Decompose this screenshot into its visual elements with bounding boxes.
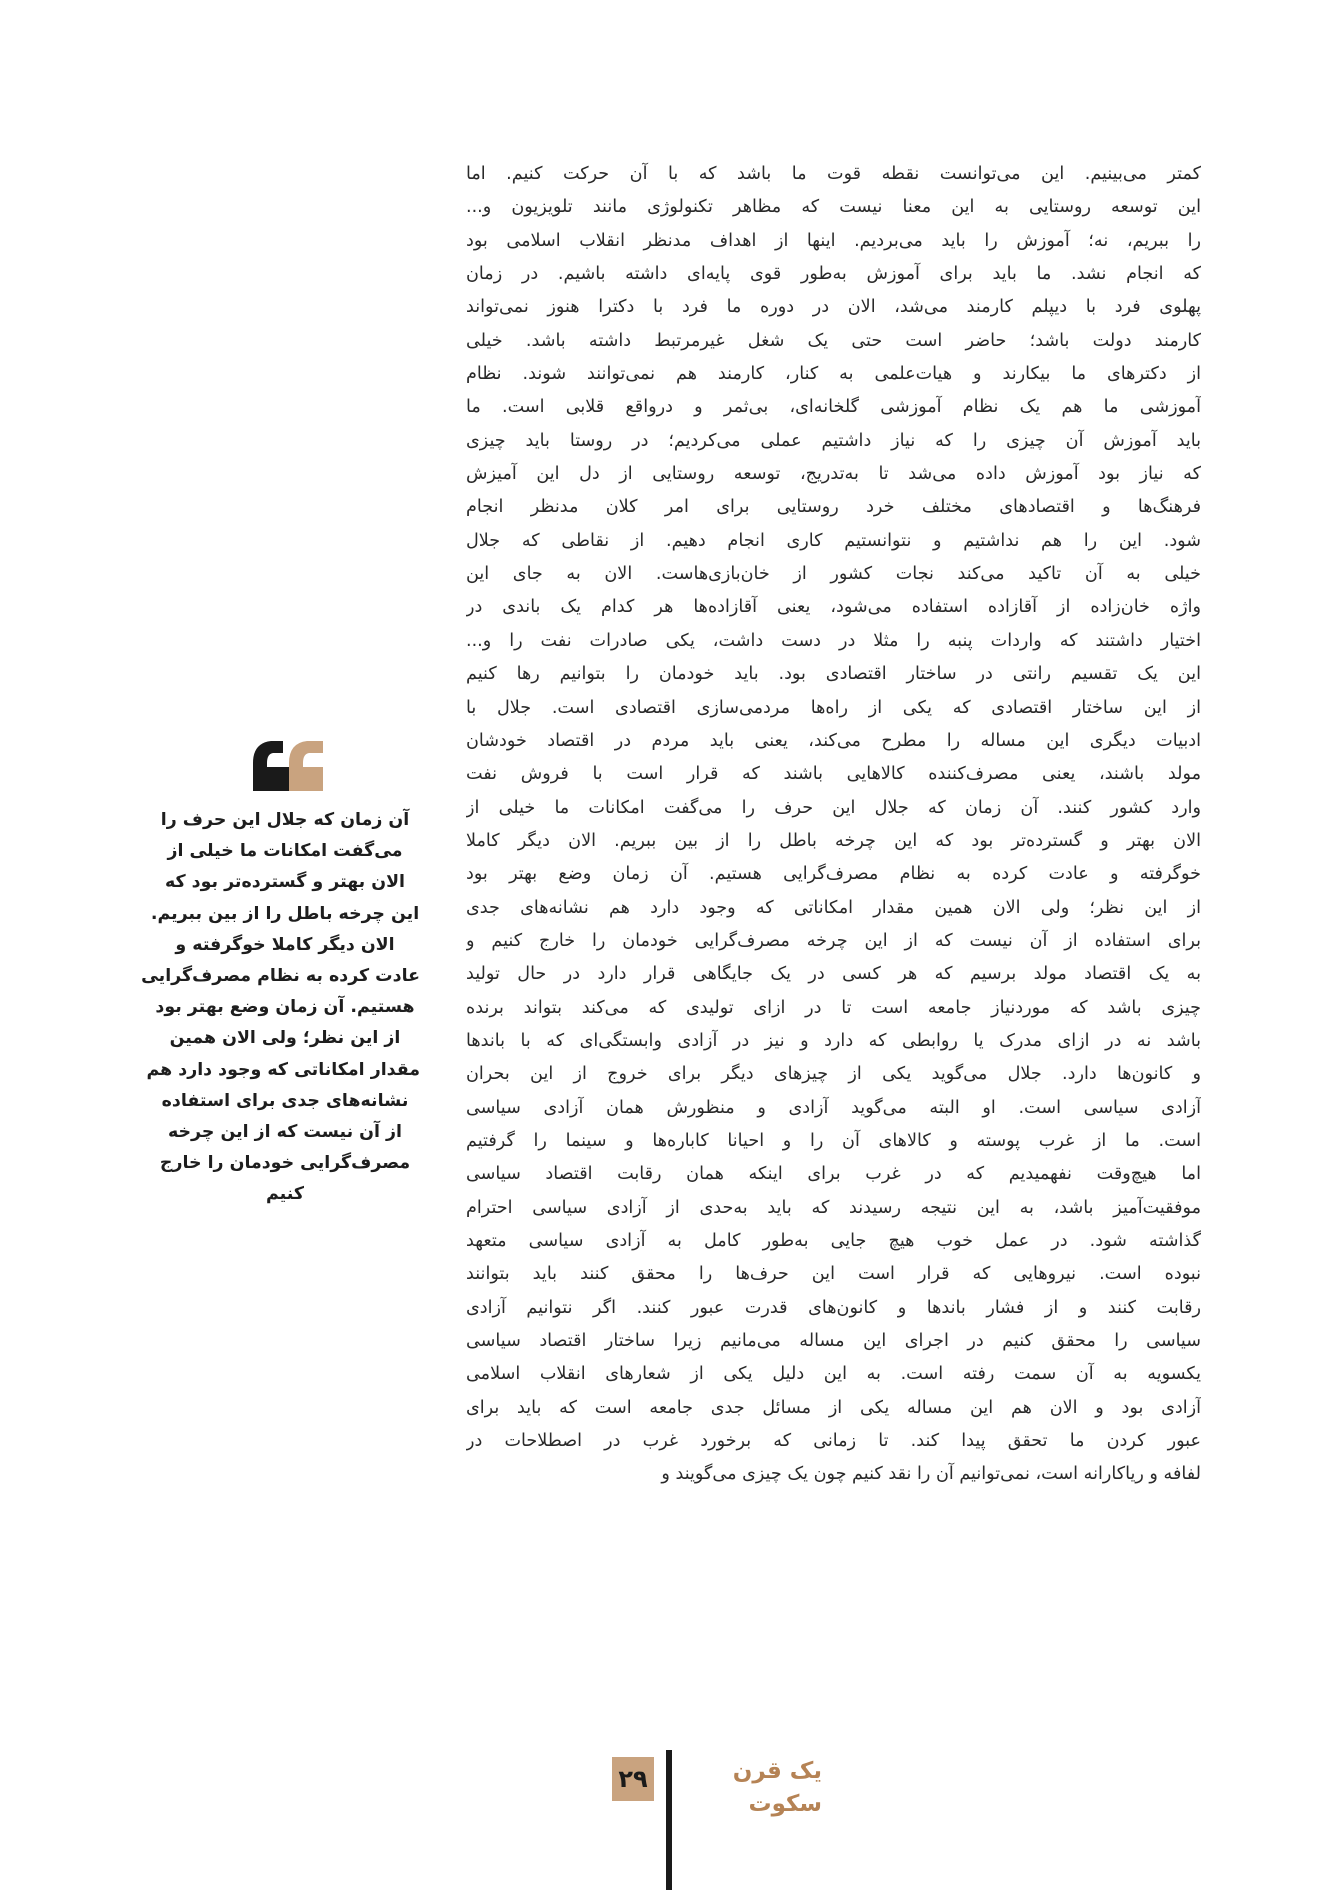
article-line: کارمند دولت باشد؛ حاضر است حتی یک شغل غیرمرتبط داشته باشد. خیلی	[466, 330, 1201, 351]
pull-quote-line: می‌گفت امکانات ما خیلی از	[167, 841, 403, 862]
article-line: آزادی بود و الان هم این مساله یکی از مسائل جدی جامعه است که باید برای	[466, 1397, 1201, 1418]
pull-quote-line: عادت کرده به نظام مصرف‌گرایی	[141, 966, 420, 987]
article-line: موفقیت‌آمیز باشد، به این نتیجه رسیدند که باید به‌حدی از آزادی سیاسی احترام	[466, 1197, 1201, 1218]
article-body	[466, 158, 1201, 1743]
footer-divider	[666, 1750, 672, 1890]
article-line: خوگرفته و عادت کرده به نظام مصرف‌گرایی هستیم. آن زمان وضع بهتر بود	[466, 864, 1201, 885]
article-line: اختیار داشتند که واردات پنبه را مثلا در دست داشت، یکی صادرات نفت را و...	[466, 630, 1201, 651]
article-line: این یک تقسیم رانتی در ساختار اقتصادی بود. باید خودمان را بتوانیم رها کنیم	[466, 664, 1201, 685]
article-line: مولد باشند، یعنی مصرف‌کننده کالاهایی باشند که قرار است با فروش نفت	[466, 764, 1201, 785]
pull-quote-line: از این نظر؛ ولی الان همین	[169, 1028, 401, 1049]
article-line: است. ما از غرب پوسته و کالاهای آن را و احیانا کاباره‌ها و سینما را گرفتیم	[466, 1130, 1201, 1151]
article-line: چیزی باشد که موردنیاز جامعه است تا در ازای تولیدی که می‌کند بتواند برنده	[466, 997, 1201, 1018]
article-line: که انجام نشد. ما باید برای آموزش به‌طور قوی پایه‌ای داشته باشیم. در زمان	[466, 264, 1201, 285]
article-line: از این ساختار اقتصادی که یکی از راه‌ها مردمی‌سازی اقتصادی است. جلال با	[466, 697, 1201, 718]
pull-quote-line: مقدار امکاناتی که وجود دارد هم	[146, 1059, 420, 1080]
article-line: از دکترهای ما بیکارند و هیات‌علمی به کنار، کارمند هم نمی‌توانند شوند. نظام	[466, 364, 1201, 385]
pull-quote-line: الان بهتر و گسترده‌تر بود که	[164, 872, 406, 893]
article-line: واژه خان‌زاده از آقازاده استفاده می‌شود، یعنی آقازاده‌ها هر کدام یک باندی در	[466, 597, 1201, 618]
publication-title-line1: یک قرن	[732, 1758, 822, 1784]
pull-quote-line: از آن نیست که از این چرخه	[167, 1122, 403, 1143]
pull-quote-line: این چرخه باطل را از بین ببریم.	[150, 903, 420, 924]
pull-quote-line: آن زمان که جلال این حرف را	[160, 810, 410, 830]
article-line: نبوده است. نیروهایی که قرار است این حرف‌ها را محقق کنند باید بتوانند	[466, 1264, 1201, 1285]
article-line: شود. این را هم نداشتیم و نتوانستیم کاری انجام دهیم. از نقاطی که جلال	[466, 530, 1201, 551]
publication-title	[682, 1755, 822, 1821]
article-line: و کانون‌ها دارد. جلال می‌گوید یکی از چیزهای دیگر برای خروج از این بحران	[466, 1064, 1201, 1085]
article-line: آزادی سیاسی است. او البته می‌گوید آزادی و منظورش همان آزادی سیاسی	[466, 1097, 1201, 1118]
page-number: ۲۹	[612, 1757, 654, 1801]
pull-quote-line: الان دیگر کاملا خوگرفته و	[175, 934, 395, 955]
article-line: وارد کشور کنند. آن زمان که جلال این حرف را می‌گفت امکانات ما خیلی از	[466, 797, 1201, 818]
article-line: سیاسی را محقق کنیم در اجرای این مساله می‌مانیم زیرا ساختار اقتصاد سیاسی	[466, 1331, 1201, 1352]
pull-quote	[141, 805, 420, 1211]
article-line: خیلی به آن تاکید می‌کند نجات کشور از خان‌بازی‌هاست. الان به جای این	[466, 564, 1201, 585]
article-line: یکسویه به آن سمت رفته است. به این دلیل یکی از شعارهای انقلاب اسلامی	[466, 1364, 1201, 1385]
article-line: باید آموزش آن چیزی را که نیاز داشتیم عملی می‌کردیم؛ در روستا باید چیزی	[466, 430, 1201, 451]
article-line: رقابت کنند و از فشار باندها و کانون‌های قدرت عبور کنند. اگر نتوانیم آزادی	[466, 1297, 1201, 1318]
article-line: اما هیچ‌وقت نفهمیدیم که در غرب برای اینکه همان رقابت اقتصاد سیاسی	[466, 1164, 1201, 1185]
article-line: ادبیات دیگری این مساله را مطرح می‌کند، یعنی باید مردم در اقتصاد خودشان	[466, 730, 1201, 751]
article-line: آموزشی ما هم یک نظام آموزشی گلخانه‌ای، بی‌ثمر و درواقع قلابی است. ما	[466, 397, 1201, 418]
article-line: کمتر می‌بینیم. این می‌توانست نقطه قوت ما باشد که با آن حرکت کنیم. اما	[466, 164, 1201, 184]
article-line: فرهنگ‌ها و اقتصادهای مختلف خرد روستایی برای امر کلان مدنظر انجام	[466, 497, 1201, 518]
article-line: را ببریم، نه؛ آموزش را باید می‌بردیم. اینها از اهداف مدنظر انقلاب اسلامی بود	[466, 230, 1201, 251]
article-line: از این نظر؛ ولی الان همین مقدار امکاناتی که وجود دارد هم نشانه‌های جدی	[466, 897, 1201, 918]
quote-mark-icon	[253, 735, 325, 793]
publication-title-line2: سکوت	[748, 1791, 822, 1817]
article-line: عبور کردن ما تحقق پیدا کند. تا زمانی که برخورد غرب در اصطلاحات در	[466, 1431, 1201, 1452]
article-line: برای استفاده از آن نیست که از این چرخه مصرف‌گرایی خودمان را خارج کنیم و	[466, 930, 1201, 951]
pull-quote-line: کنیم	[266, 1184, 304, 1205]
pull-quote-line: نشانه‌های جدی برای استفاده	[161, 1090, 409, 1111]
pull-quote-line: مصرف‌گرایی خودمان را خارج	[159, 1153, 411, 1174]
pull-quote-line: هستیم. آن زمان وضع بهتر بود	[155, 997, 415, 1018]
article-line: گذاشته شود. در عمل خوب هیچ جایی به‌طور کامل به آزادی سیاسی متعهد	[466, 1231, 1201, 1251]
article-line: الان بهتر و گسترده‌تر بود که این چرخه باطل را از بین ببریم. الان دیگر کاملا	[466, 830, 1201, 851]
article-line: این توسعه روستایی به این معنا نیست که مظاهر تکنولوژی مانند تلویزیون و...	[466, 197, 1201, 218]
article-line: لفافه و ریاکارانه است، نمی‌توانیم آن را نقد کنیم چون یک چیزی می‌گویند و	[661, 1464, 1201, 1485]
article-line: که نیاز بود آموزش داده می‌شد تا به‌تدریج، توسعه روستایی از دل این آمیزش	[466, 464, 1201, 485]
article-line: باشد نه در ازای مدرک یا روابطی که دارد و نیز در آزادی وابستگی‌ای که با باندها	[466, 1030, 1201, 1051]
article-line: پهلوی فرد با دیپلم کارمند می‌شد، الان در دوره ما فرد با دکترا هنوز نمی‌تواند	[466, 297, 1201, 318]
article-line: به یک اقتصاد مولد برسیم که هر کسی در یک جایگاهی قرار دارد در حال تولید	[466, 964, 1201, 985]
